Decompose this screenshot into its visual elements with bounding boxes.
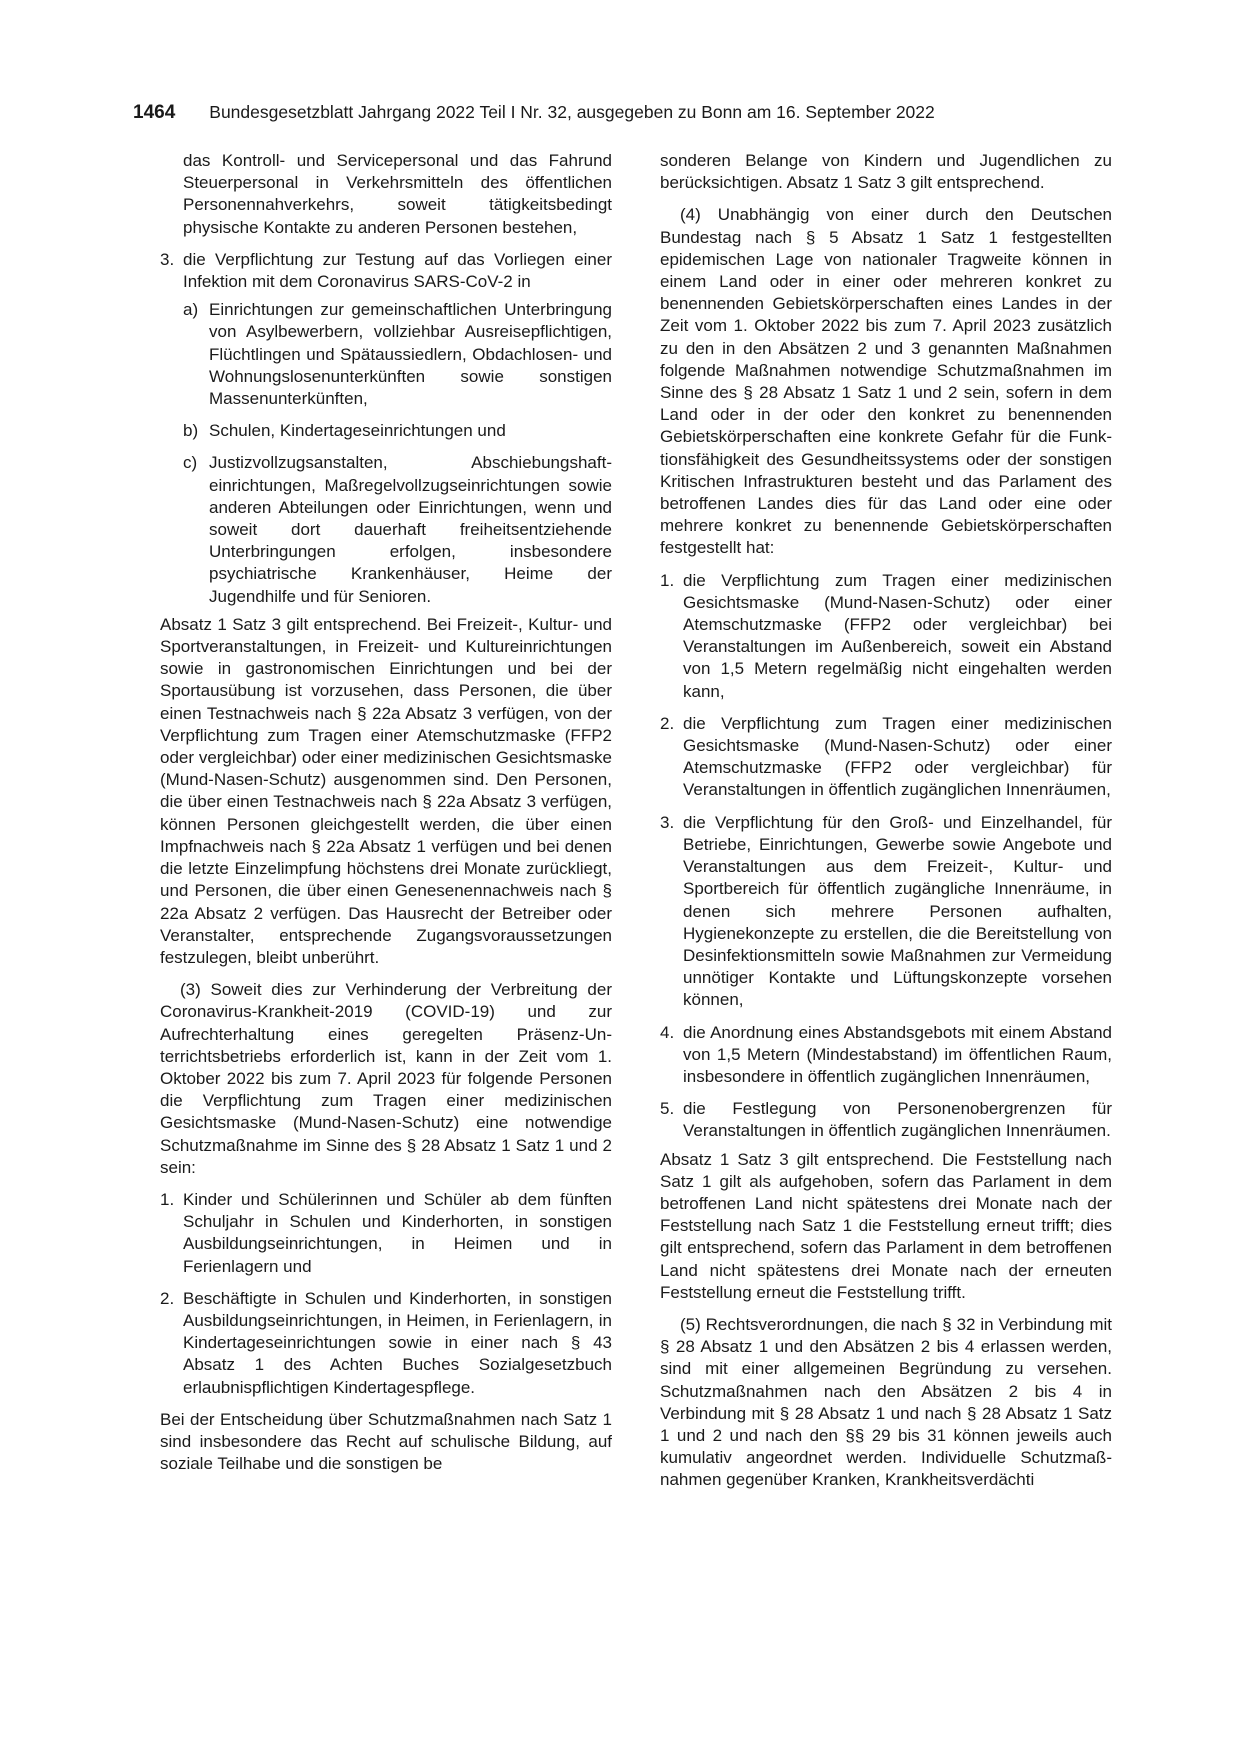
item-2-continuation: das Kontroll- und Servicepersonal und das Fahrund Steuerpersonal in Verkehrsmitteln des öffentlichen Personennahverkehrs, soweit tätigkeitsbedingt physische Kontakte zu anderen Personen bestehen,	[183, 151, 612, 237]
list-item-2	[660, 713, 1112, 802]
sub-letter: b)	[183, 421, 199, 441]
list-text: die Verpflichtung für den Groß- und Einzelhandel, für Betriebe, Einrichtungen, Gewerbe sowie Angebote und Veranstaltungen aus dem Freizeit-, Kultur- und Sportbereich für öffentlich zugängliche Innenräume, in denen sich mehrere Personen aufhalten, Hygienekonzepte zu erstellen, die die Bereitstellung von Desinfektionsmitteln sowie Maßnahmen zur Vermeidung unnötiger Kontakte und Lüftungskonzepte vorsehen können,	[683, 812, 1112, 1010]
sub-text: Schulen, Kindertageseinrichtungen und	[209, 421, 506, 441]
sub-text: Justizvollzugsanstalten, Abschiebungshafteinrichtungen, Maßregelvollzugseinrichtungen sowie anderen Abteilungen oder Einrichtungen, wenn und soweit dort dauerhaft freiheitsentziehende Unterbringungen erfolgen, insbesondere psychiatrische Krankenhäuser, Heime der Jugendhilfe und für Senioren.	[209, 453, 612, 606]
paragraph-4: (4) Unabhängig von einer durch den Deutschen Bundestag nach § 5 Absatz 1 Satz 1 festgestellten epidemischen Lage von nationaler Tragweite können in einem Land oder in einer oder mehreren konkret zu benennenden Gebietskörperschaften eines Landes in der Zeit vom 1. Oktober 2022 bis zum 7. April 2023 zusätzlich zu den in den Absätzen 2 und 3 genannten Maßnahmen folgende Maßnahmen notwendige Schutzmaßnahmen im Sinne des § 28 Absatz 1 Satz 1 und 2 sein, sofern in dem Land oder in der oder den konkret zu benennenden Gebietskörperschaften eine konkrete Gefahr für die Funktionsfähigkeit des Gesundheitssystems oder der sonstigen Kritischen Infrastrukturen besteht und das Parlament des betroffenen Landes dies für das Land oder eine oder mehrere konkret zu benennende Gebietskörperschaften festgestellt hat:	[660, 205, 1112, 558]
list-text: die Verpflichtung zum Tragen einer medizinischen Gesichtsmaske (Mund-Nasen-Schutz) oder einer Atemschutzmaske (FFP2 oder vergleichbar) für Veranstaltungen in öffentlich zugänglichen Innenräumen,	[683, 713, 1112, 800]
paragraph: sonderen Belange von Kindern und Jugendlichen zu berücksichtigen. Absatz 1 Satz 3 gilt entsprechend.	[660, 151, 1112, 193]
list-number: 2.	[660, 713, 675, 733]
page-header	[133, 100, 1113, 125]
list-text: die Festlegung von Personenobergrenzen für Veranstaltungen in öffentlich zugänglichen Innenräumen.	[683, 1099, 1112, 1141]
sub-text: Einrichtungen zur gemeinschaftlichen Unterbringung von Asylbewerbern, vollziehbar Ausreisepflichtigen, Flüchtlingen und Spätaussiedlern, Obdachlosen- und Wohnungslosenunterkünften sowie sonstigen Massenunterkünften,	[209, 300, 612, 409]
list-item-5	[660, 1098, 1112, 1142]
list-text: die Verpflichtung zur Testung auf das Vorliegen einer Infektion mit dem Coronavirus SARS-CoV-2 in	[183, 249, 612, 292]
list-number: 3.	[160, 249, 175, 269]
list-text: Beschäftigte in Schulen und Kinderhorten, in sonstigen Ausbildungseinrichtungen, in Heimen, in Ferienlagern, in Kindertageseinrichtungen sowie in einer nach § 43 Absatz 1 des Achten Buches Sozialgesetzbuch erlaubnispflichtigen Kindertagespflege.	[183, 1288, 612, 1397]
list-item-4	[660, 1022, 1112, 1089]
sub-item-b	[160, 420, 612, 442]
paragraph: Bei der Entscheidung über Schutzmaßnahmen nach Satz 1 sind insbesondere das Recht auf schulische Bildung, auf soziale Teilhabe und die sonstigen be	[160, 1409, 612, 1474]
header-title: Bundesgesetzblatt Jahrgang 2022 Teil I Nr. 32, ausgegeben zu Bonn am 16. September 2022	[209, 102, 935, 122]
list-number: 3.	[660, 812, 675, 832]
list-text: die Anordnung eines Abstandsgebots mit einem Abstand von 1,5 Metern (Mindestabstand) im öffentlichen Raum, insbesondere in öffentlich zugänglichen Innenräumen,	[683, 1022, 1112, 1086]
list-item-1	[160, 1189, 612, 1278]
list-item-2	[160, 1288, 612, 1399]
left-column	[160, 150, 612, 1485]
list-item-1	[660, 570, 1112, 703]
list-number: 2.	[160, 1288, 175, 1308]
sub-item-c	[160, 452, 612, 607]
list-item-3	[660, 812, 1112, 1012]
list-number: 5.	[660, 1099, 675, 1119]
sub-letter: c)	[183, 453, 198, 473]
list-text: Kinder und Schülerinnen und Schüler ab dem fünften Schuljahr in Schulen und Kinderhorten, in sonstigen Ausbildungseinrichtungen, in Heimen und in Ferienlagern und	[183, 1189, 612, 1276]
list-number: 4.	[660, 1022, 675, 1042]
paragraph: Absatz 1 Satz 3 gilt entsprechend. Bei Freizeit-, Kultur- und Sportveranstaltungen, in Freizeit- und Kultureinrichtungen sowie in gastronomischen Einrichtungen und bei der Sportausübung ist vorzusehen, dass Personen, die über einen Testnachweis nach § 22a Absatz 3 verfügen, von der Verpflichtung zum Tragen einer Atemschutzmaske (FFP2 oder vergleichbar) oder einer medizinischen Gesichtsmaske (Mund-Nasen-Schutz) ausgenommen sind. Den Personen, die über einen Testnachweis nach § 22a Absatz 3 verfügen, können Personen gleichgestellt werden, die über einen Impfnachweis nach § 22a Absatz 1 verfügen und bei denen die letzte Einzelimpfung höchstens drei Monate zurückliegt, und Personen, die über einen Genesenennachweis nach § 22a Absatz 2 verfügen. Das Hausrecht der Betreiber oder Veranstalter, entsprechende Zugangsvoraussetzungen festzulegen, bleibt unberührt.	[160, 614, 612, 967]
list-number: 1.	[660, 570, 675, 590]
paragraph-3: (3) Soweit dies zur Verhinderung der Verbreitung der Coronavirus-Krankheit-2019 (COVID-19) und zur Aufrechterhaltung eines geregelten Präsenz-Unterrichtsbetriebs erforderlich ist, kann in der Zeit vom 1. Oktober 2022 bis zum 7. April 2023 für folgende Personen die Verpflichtung zum Tragen einer medizinischen Gesichtsmaske (Mund-Nasen-Schutz) eine notwendige Schutzmaßnahme im Sinne des § 28 Absatz 1 Satz 1 und 2 sein:	[160, 980, 612, 1177]
sub-letter: a)	[183, 300, 199, 320]
paragraph-5: (5) Rechtsverordnungen, die nach § 32 in Verbindung mit § 28 Absatz 1 und den Absätzen 2 bis 4 erlassen werden, sind mit einer allgemeinen Begründung zu versehen. Schutzmaßnahmen nach den Absätzen 2 bis 4 in Verbindung mit § 28 Absatz 1 und nach § 28 Absatz 1 Satz 1 und 2 und nach den §§ 29 bis 31 können jeweils auch kumulativ angeordnet werden. Individuelle Schutzmaßnahmen gegenüber Kranken, Krankheitsverdächti	[660, 1314, 1112, 1490]
list-item-3	[160, 249, 612, 293]
sub-item-a	[160, 299, 612, 410]
list-text: die Verpflichtung zum Tragen einer medizinischen Gesichtsmaske (Mund-Nasen-Schutz) oder einer Atemschutzmaske (FFP2 oder vergleichbar) bei Veranstaltungen im Außenbereich, soweit ein Abstand von 1,5 Metern regelmäßig nicht eingehalten werden kann,	[683, 570, 1112, 701]
right-column	[660, 150, 1112, 1502]
paragraph: Absatz 1 Satz 3 gilt entsprechend. Die Feststellung nach Satz 1 gilt als aufgehoben, sofern das Parlament in dem betroffenen Land nicht spätestens drei Monate nach der Feststellung nach Satz 1 die Feststellung erneut trifft; dies gilt entsprechend, sofern das Parlament in dem betroffenen Land nicht spätestens drei Monate nach der erneuten Feststellung erneut die Feststellung trifft.	[660, 1149, 1112, 1302]
page-number: 1464	[133, 102, 176, 123]
list-number: 1.	[160, 1189, 175, 1209]
